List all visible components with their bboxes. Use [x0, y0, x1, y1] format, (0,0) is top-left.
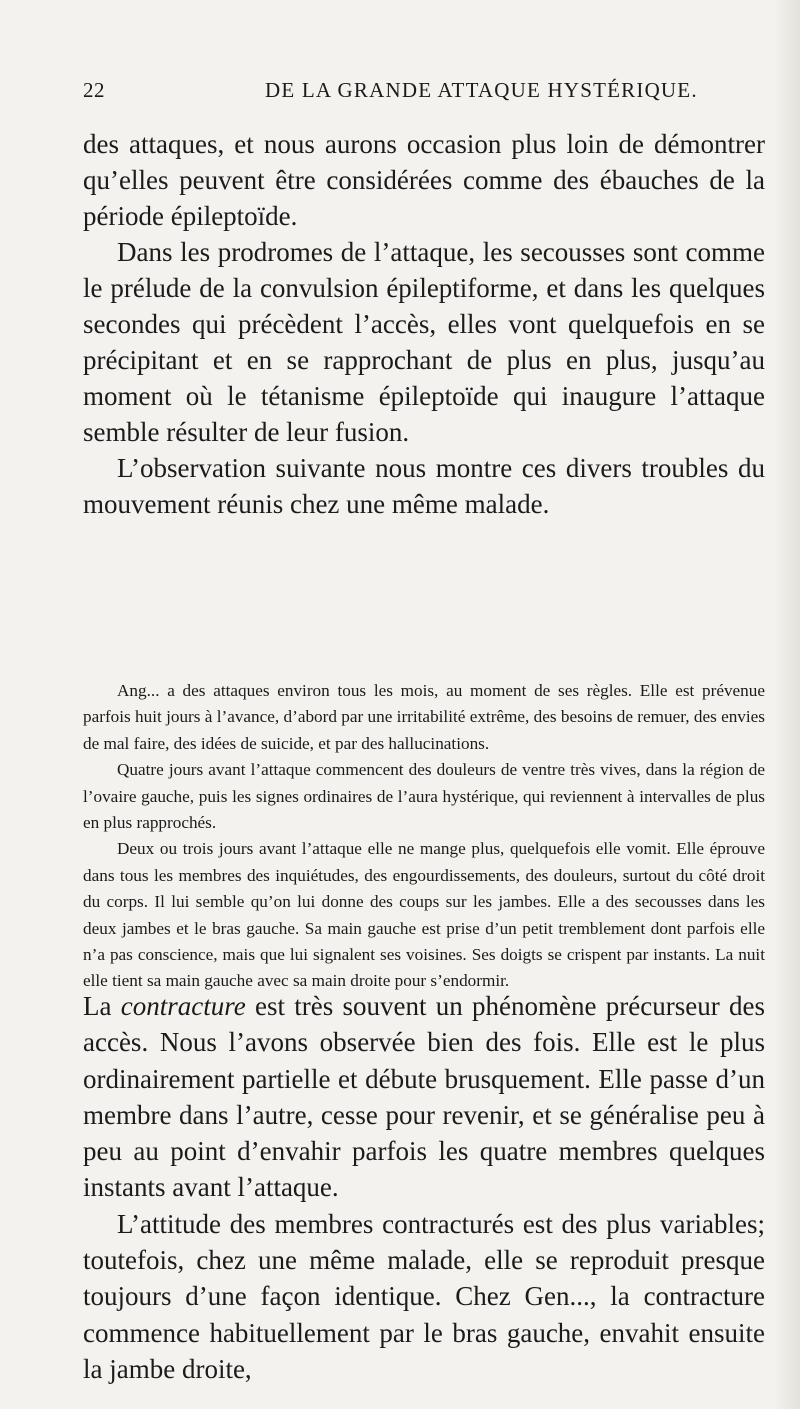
- contracture-lead: La: [83, 991, 121, 1021]
- page-number: 22: [83, 78, 105, 102]
- main-text-top: [83, 126, 765, 522]
- paragraph-continuation: des attaques, et nous aurons occasion plus loin de démontrer qu’elles peuvent être considérées comme des ébauches de la période épileptoïde.: [83, 129, 765, 231]
- case-paragraph-2: Quatre jours avant l’attaque commencent des douleurs de ventre très vives, dans la région de l’ovaire gauche, puis les signes ordinaires de l’aura hystérique, qui reviennent à intervalles de plus en plus rapprochés.: [83, 760, 765, 833]
- contracture-term: contracture: [120, 991, 246, 1021]
- case-paragraph-3: Deux ou trois jours avant l’attaque elle ne mange plus, quelquefois elle vomit. Elle éprouve dans tous les membres des inquiétudes, des engourdissements, des douleurs, surtout du côté droit du corps. Il lui semble qu’on lui donne des coups sur les jambes. Elle a des secousses dans les deux jambes et le bras gauche. Sa main gauche est prise d’un petit tremblement dont parfois elle n’a pas conscience, mais que lui signalent ses voisines. Ses doigts se crispent par instants. La nuit elle tient sa main gauche avec sa main droite pour s’endormir.: [83, 839, 765, 991]
- page-header: [83, 78, 763, 114]
- main-text-bottom: [83, 988, 765, 1387]
- paragraph-prodromes: Dans les prodromes de l’attaque, les secousses sont comme le prélude de la convulsion épileptiforme, et dans les quelques secondes qui précèdent l’accès, elles vont quelquefois en se précipitant et en se rapprochant de plus en plus, jusqu’au moment où le tétanisme épileptoïde qui inaugure l’attaque semble résulter de leur fusion.: [83, 237, 765, 447]
- paragraph-attitude: L’attitude des membres contracturés est des plus variables; toutefois, chez une même malade, elle se reproduit presque toujours d’une façon identique. Chez Gen..., la contracture commence habituellement par le bras gauche, envahit ensuite la jambe droite,: [83, 1208, 765, 1384]
- paragraph-contracture: [83, 988, 765, 1206]
- paragraph-observation-intro: L’observation suivante nous montre ces divers troubles du mouvement réunis chez une même malade.: [83, 453, 765, 519]
- page-edge-shadow: [774, 0, 800, 1409]
- case-paragraph-1: Ang... a des attaques environ tous les mois, au moment de ses règles. Elle est prévenue parfois huit jours à l’avance, d’abord par une irritabilité extrême, des besoins de remuer, des envies de mal faire, des idées de suicide, et par des hallucinations.: [83, 681, 765, 753]
- running-title: DE LA GRANDE ATTAQUE HYSTÉRIQUE.: [265, 78, 698, 102]
- contracture-rest: est très souvent un phénomène précurseur des accès. Nous l’avons observée bien des fois. Elle est le plus ordinairement partielle et débute brusquement. Elle passe d’un membre dans l’autre, cesse pour revenir, et se généralise peu à peu au point d’envahir parfois les quatre membres quelques instants avant l’attaque.: [83, 991, 765, 1203]
- case-observation: [83, 678, 765, 995]
